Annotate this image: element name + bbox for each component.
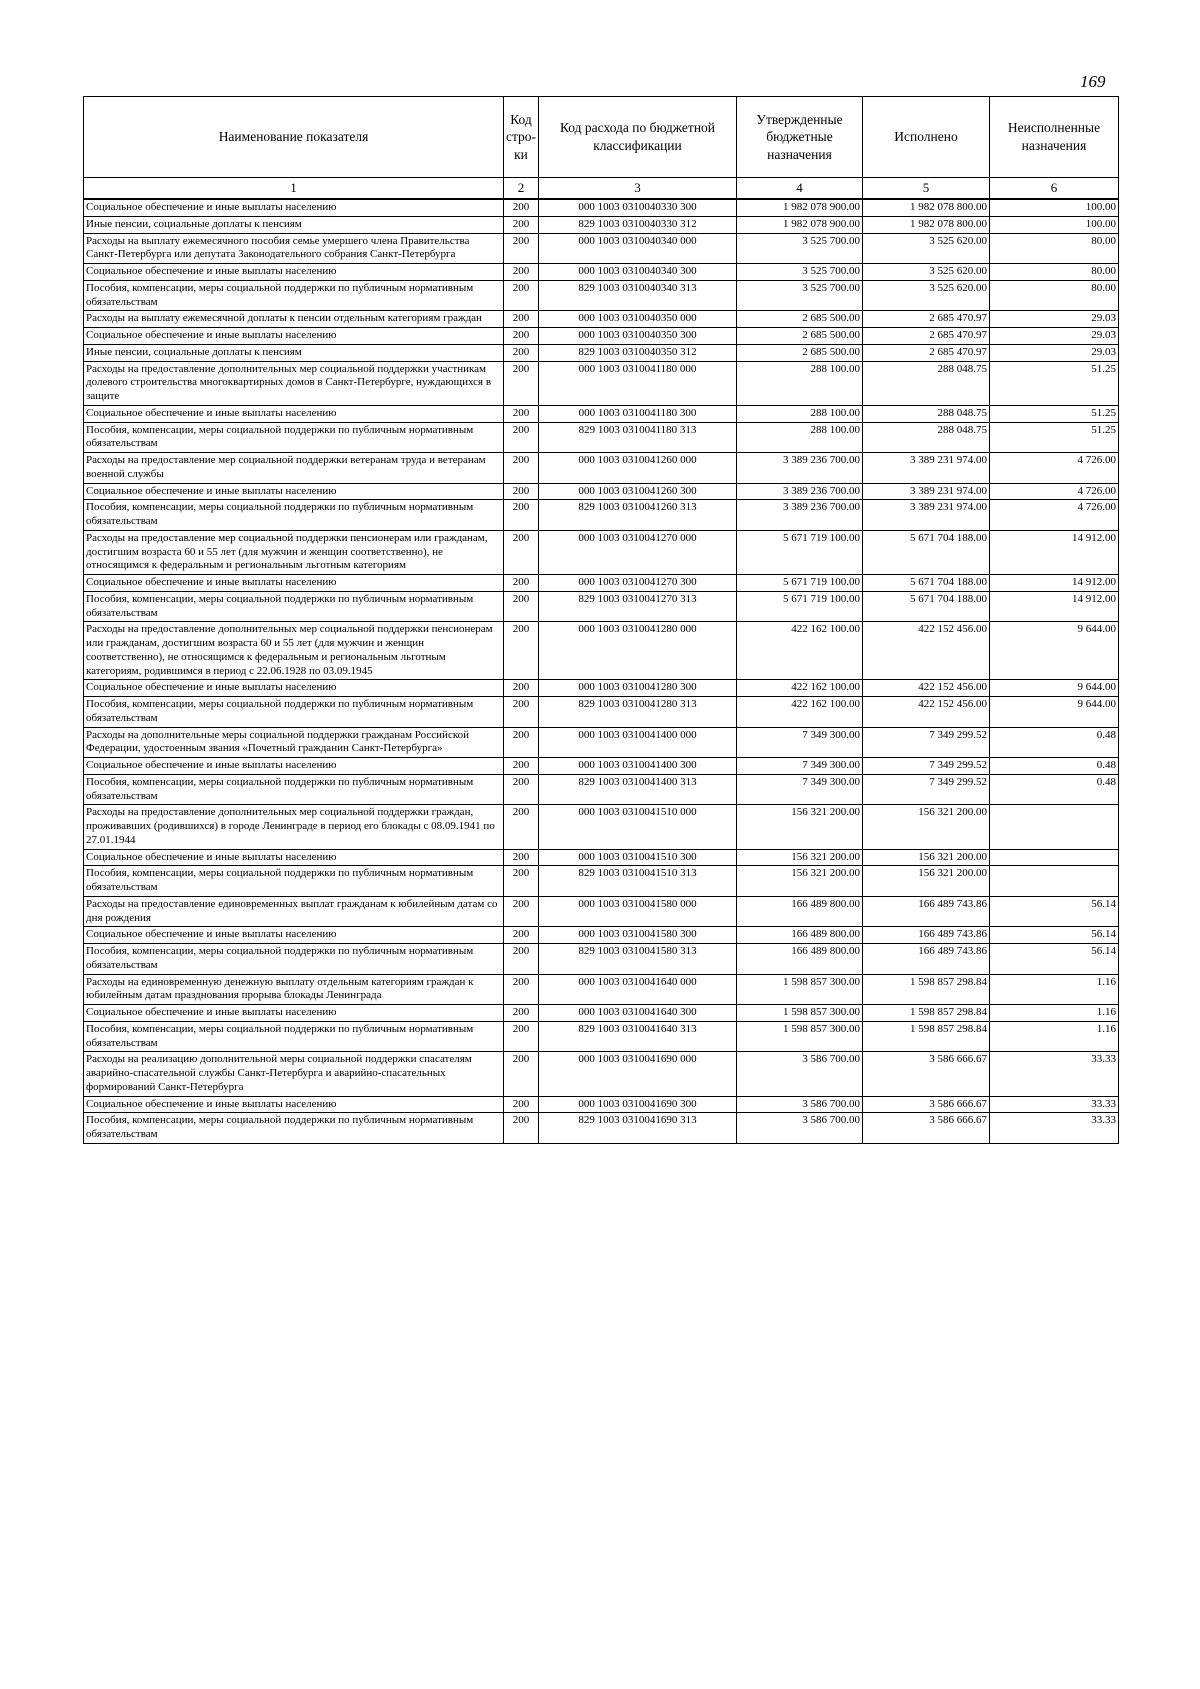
cell-line-code: 200	[504, 774, 539, 805]
table-row	[84, 422, 1119, 453]
cell-executed: 3 389 231 974.00	[863, 483, 990, 500]
cell-executed: 1 598 857 298.84	[863, 1005, 990, 1022]
cell-executed: 422 152 456.00	[863, 680, 990, 697]
cell-expense-code: 000 1003 0310041640 300	[539, 1005, 737, 1022]
cell-line-code: 200	[504, 849, 539, 866]
cell-approved: 166 489 800.00	[737, 944, 863, 975]
cell-executed: 3 525 620.00	[863, 264, 990, 281]
cell-unexecuted: 29.03	[990, 311, 1119, 328]
cell-expense-code: 829 1003 0310041280 313	[539, 697, 737, 728]
cell-approved: 288 100.00	[737, 422, 863, 453]
header-executed: Исполнено	[863, 97, 990, 178]
cell-indicator-name: Социальное обеспечение и иные выплаты населению	[84, 405, 504, 422]
cell-approved: 1 982 078 900.00	[737, 216, 863, 233]
cell-line-code: 200	[504, 216, 539, 233]
cell-indicator-name: Расходы на предоставление мер социальной поддержки ветеранам труда и ветеранам военной службы	[84, 453, 504, 484]
cell-indicator-name: Социальное обеспечение и иные выплаты населению	[84, 927, 504, 944]
cell-approved: 156 321 200.00	[737, 866, 863, 897]
cell-unexecuted: 33.33	[990, 1096, 1119, 1113]
cell-approved: 422 162 100.00	[737, 622, 863, 680]
cell-line-code: 200	[504, 591, 539, 622]
table-row	[84, 758, 1119, 775]
cell-approved: 7 349 300.00	[737, 727, 863, 758]
table-row	[84, 1005, 1119, 1022]
cell-executed: 166 489 743.86	[863, 927, 990, 944]
cell-executed: 7 349 299.52	[863, 758, 990, 775]
cell-expense-code: 000 1003 0310040350 000	[539, 311, 737, 328]
cell-unexecuted: 9 644.00	[990, 622, 1119, 680]
cell-expense-code: 829 1003 0310040340 313	[539, 280, 737, 311]
table-row	[84, 311, 1119, 328]
cell-executed: 1 982 078 800.00	[863, 216, 990, 233]
cell-approved: 3 389 236 700.00	[737, 483, 863, 500]
table-row	[84, 866, 1119, 897]
cell-line-code: 200	[504, 575, 539, 592]
cell-expense-code: 000 1003 0310040340 000	[539, 233, 737, 264]
cell-approved: 3 525 700.00	[737, 233, 863, 264]
cell-approved: 3 389 236 700.00	[737, 453, 863, 484]
cell-executed: 166 489 743.86	[863, 896, 990, 927]
cell-line-code: 200	[504, 344, 539, 361]
table-row	[84, 328, 1119, 345]
cell-unexecuted: 9 644.00	[990, 680, 1119, 697]
cell-line-code: 200	[504, 199, 539, 216]
table-header-row	[84, 97, 1119, 178]
cell-indicator-name: Расходы на предоставление единовременных выплат гражданам к юбилейным датам со дня рождения	[84, 896, 504, 927]
cell-indicator-name: Пособия, компенсации, меры социальной поддержки по публичным нормативным обязательствам	[84, 866, 504, 897]
table-row	[84, 1052, 1119, 1096]
cell-executed: 3 525 620.00	[863, 280, 990, 311]
cell-indicator-name: Социальное обеспечение и иные выплаты населению	[84, 680, 504, 697]
table-row	[84, 1113, 1119, 1144]
cell-unexecuted	[990, 805, 1119, 849]
cell-unexecuted: 80.00	[990, 264, 1119, 281]
cell-unexecuted: 51.25	[990, 422, 1119, 453]
cell-indicator-name: Пособия, компенсации, меры социальной поддержки по публичным нормативным обязательствам	[84, 422, 504, 453]
table-row	[84, 1096, 1119, 1113]
cell-executed: 5 671 704 188.00	[863, 591, 990, 622]
cell-approved: 5 671 719 100.00	[737, 575, 863, 592]
cell-indicator-name: Социальное обеспечение и иные выплаты населению	[84, 264, 504, 281]
cell-indicator-name: Иные пенсии, социальные доплаты к пенсиям	[84, 216, 504, 233]
cell-unexecuted: 1.16	[990, 1005, 1119, 1022]
cell-approved: 166 489 800.00	[737, 896, 863, 927]
cell-approved: 3 586 700.00	[737, 1052, 863, 1096]
cell-indicator-name: Социальное обеспечение и иные выплаты населению	[84, 758, 504, 775]
cell-approved: 7 349 300.00	[737, 774, 863, 805]
cell-unexecuted: 100.00	[990, 216, 1119, 233]
cell-line-code: 200	[504, 530, 539, 574]
cell-unexecuted: 4 726.00	[990, 453, 1119, 484]
table-row	[84, 361, 1119, 405]
cell-indicator-name: Пособия, компенсации, меры социальной поддержки по публичным нормативным обязательствам	[84, 774, 504, 805]
cell-line-code: 200	[504, 483, 539, 500]
cell-approved: 1 598 857 300.00	[737, 974, 863, 1005]
cell-executed: 2 685 470.97	[863, 344, 990, 361]
cell-line-code: 200	[504, 361, 539, 405]
cell-line-code: 200	[504, 758, 539, 775]
table-row	[84, 453, 1119, 484]
table-row	[84, 264, 1119, 281]
cell-expense-code: 000 1003 0310040330 300	[539, 199, 737, 216]
table-row	[84, 927, 1119, 944]
cell-executed: 288 048.75	[863, 361, 990, 405]
cell-indicator-name: Расходы на единовременную денежную выплату отдельным категориям граждан к юбилейным датам празднования прорыва блокады Ленинграда	[84, 974, 504, 1005]
cell-indicator-name: Социальное обеспечение и иные выплаты населению	[84, 483, 504, 500]
cell-line-code: 200	[504, 680, 539, 697]
table-row	[84, 591, 1119, 622]
cell-line-code: 200	[504, 328, 539, 345]
cell-indicator-name: Пособия, компенсации, меры социальной поддержки по публичным нормативным обязательствам	[84, 1113, 504, 1144]
cell-unexecuted: 14 912.00	[990, 591, 1119, 622]
cell-executed: 422 152 456.00	[863, 697, 990, 728]
cell-approved: 422 162 100.00	[737, 680, 863, 697]
table-row	[84, 944, 1119, 975]
cell-indicator-name: Расходы на предоставление дополнительных мер социальной поддержки граждан, проживавших (родившихся) в городе Ленинграде в период его блокады с 08.09.1941 по 27.01.1944	[84, 805, 504, 849]
cell-unexecuted: 56.14	[990, 927, 1119, 944]
table-row	[84, 280, 1119, 311]
cell-approved: 5 671 719 100.00	[737, 530, 863, 574]
cell-line-code: 200	[504, 1052, 539, 1096]
cell-unexecuted: 80.00	[990, 233, 1119, 264]
cell-expense-code: 829 1003 0310041270 313	[539, 591, 737, 622]
cell-indicator-name: Социальное обеспечение и иные выплаты населению	[84, 849, 504, 866]
cell-unexecuted	[990, 866, 1119, 897]
cell-approved: 5 671 719 100.00	[737, 591, 863, 622]
cell-approved: 288 100.00	[737, 405, 863, 422]
cell-executed: 5 671 704 188.00	[863, 575, 990, 592]
cell-unexecuted: 29.03	[990, 344, 1119, 361]
cell-unexecuted: 33.33	[990, 1052, 1119, 1096]
cell-expense-code: 000 1003 0310041270 000	[539, 530, 737, 574]
cell-indicator-name: Расходы на выплату ежемесячной доплаты к пенсии отдельным категориям граждан	[84, 311, 504, 328]
cell-approved: 156 321 200.00	[737, 849, 863, 866]
cell-unexecuted: 0.48	[990, 727, 1119, 758]
cell-expense-code: 000 1003 0310041180 000	[539, 361, 737, 405]
cell-indicator-name: Пособия, компенсации, меры социальной поддержки по публичным нормативным обязательствам	[84, 944, 504, 975]
cell-indicator-name: Расходы на выплату ежемесячного пособия семье умершего члена Правительства Санкт-Петербурга или депутата Законодательного собрания Санкт-Петербурга	[84, 233, 504, 264]
cell-unexecuted: 4 726.00	[990, 500, 1119, 531]
cell-executed: 156 321 200.00	[863, 866, 990, 897]
cell-approved: 2 685 500.00	[737, 344, 863, 361]
cell-approved: 3 525 700.00	[737, 264, 863, 281]
cell-expense-code: 829 1003 0310041400 313	[539, 774, 737, 805]
cell-expense-code: 829 1003 0310041690 313	[539, 1113, 737, 1144]
cell-expense-code: 000 1003 0310041270 300	[539, 575, 737, 592]
cell-line-code: 200	[504, 866, 539, 897]
cell-expense-code: 829 1003 0310041260 313	[539, 500, 737, 531]
cell-indicator-name: Расходы на предоставление мер социальной поддержки пенсионерам или гражданам, достигшим возраста 60 и 55 лет (для мужчин и женщин соответственно), не относящимся к федеральным и региональным льготным категориям	[84, 530, 504, 574]
cell-unexecuted: 14 912.00	[990, 530, 1119, 574]
table-row	[84, 216, 1119, 233]
cell-indicator-name: Пособия, компенсации, меры социальной поддержки по публичным нормативным обязательствам	[84, 697, 504, 728]
cell-unexecuted: 29.03	[990, 328, 1119, 345]
column-number: 2	[504, 178, 539, 200]
budget-execution-table	[83, 96, 1119, 1144]
table-row	[84, 405, 1119, 422]
header-unexecuted: Неисполненные назначения	[990, 97, 1119, 178]
cell-approved: 3 525 700.00	[737, 280, 863, 311]
cell-approved: 3 389 236 700.00	[737, 500, 863, 531]
cell-unexecuted: 1.16	[990, 1021, 1119, 1052]
cell-executed: 3 586 666.67	[863, 1052, 990, 1096]
cell-unexecuted: 0.48	[990, 774, 1119, 805]
column-number: 5	[863, 178, 990, 200]
cell-line-code: 200	[504, 622, 539, 680]
cell-executed: 3 389 231 974.00	[863, 500, 990, 531]
table-row	[84, 500, 1119, 531]
cell-line-code: 200	[504, 453, 539, 484]
cell-expense-code: 829 1003 0310041180 313	[539, 422, 737, 453]
table-row	[84, 774, 1119, 805]
table-row	[84, 697, 1119, 728]
table-row	[84, 849, 1119, 866]
table-row	[84, 896, 1119, 927]
cell-line-code: 200	[504, 974, 539, 1005]
cell-expense-code: 000 1003 0310041260 300	[539, 483, 737, 500]
cell-executed: 7 349 299.52	[863, 727, 990, 758]
cell-line-code: 200	[504, 233, 539, 264]
cell-executed: 2 685 470.97	[863, 311, 990, 328]
cell-expense-code: 000 1003 0310040340 300	[539, 264, 737, 281]
cell-unexecuted: 51.25	[990, 361, 1119, 405]
table-row	[84, 974, 1119, 1005]
cell-expense-code: 000 1003 0310041260 000	[539, 453, 737, 484]
cell-approved: 3 586 700.00	[737, 1096, 863, 1113]
table-row	[84, 1021, 1119, 1052]
cell-unexecuted: 0.48	[990, 758, 1119, 775]
cell-line-code: 200	[504, 264, 539, 281]
cell-unexecuted: 56.14	[990, 896, 1119, 927]
cell-line-code: 200	[504, 697, 539, 728]
cell-line-code: 200	[504, 944, 539, 975]
cell-unexecuted: 9 644.00	[990, 697, 1119, 728]
cell-expense-code: 829 1003 0310040330 312	[539, 216, 737, 233]
column-number-row	[84, 178, 1119, 200]
table-row	[84, 199, 1119, 216]
cell-executed: 3 586 666.67	[863, 1113, 990, 1144]
table-row	[84, 805, 1119, 849]
cell-executed: 166 489 743.86	[863, 944, 990, 975]
cell-executed: 3 525 620.00	[863, 233, 990, 264]
table-row	[84, 344, 1119, 361]
column-number: 6	[990, 178, 1119, 200]
cell-expense-code: 000 1003 0310041690 000	[539, 1052, 737, 1096]
table-row	[84, 530, 1119, 574]
cell-approved: 1 982 078 900.00	[737, 199, 863, 216]
cell-unexecuted: 14 912.00	[990, 575, 1119, 592]
table-row	[84, 727, 1119, 758]
cell-indicator-name: Пособия, компенсации, меры социальной поддержки по публичным нормативным обязательствам	[84, 591, 504, 622]
cell-expense-code: 000 1003 0310041280 000	[539, 622, 737, 680]
cell-executed: 3 586 666.67	[863, 1096, 990, 1113]
cell-executed: 1 598 857 298.84	[863, 974, 990, 1005]
cell-line-code: 200	[504, 727, 539, 758]
cell-approved: 422 162 100.00	[737, 697, 863, 728]
cell-line-code: 200	[504, 1096, 539, 1113]
cell-indicator-name: Расходы на дополнительные меры социальной поддержки гражданам Российской Федерации, удостоенным звания «Почетный гражданин Санкт-Петербурга»	[84, 727, 504, 758]
cell-indicator-name: Социальное обеспечение и иные выплаты населению	[84, 1096, 504, 1113]
cell-expense-code: 000 1003 0310041280 300	[539, 680, 737, 697]
cell-indicator-name: Социальное обеспечение и иные выплаты населению	[84, 1005, 504, 1022]
cell-approved: 288 100.00	[737, 361, 863, 405]
cell-expense-code: 829 1003 0310041510 313	[539, 866, 737, 897]
cell-indicator-name: Расходы на предоставление дополнительных мер социальной поддержки пенсионерам или гражданам, достигшим возраста 60 и 55 лет (для мужчин и женщин соответственно), не относящимся к федеральным и региональным льготным категориям, родившимся в период с 22.06.1928 по 03.09.1945	[84, 622, 504, 680]
cell-line-code: 200	[504, 1021, 539, 1052]
cell-executed: 1 598 857 298.84	[863, 1021, 990, 1052]
cell-indicator-name: Иные пенсии, социальные доплаты к пенсиям	[84, 344, 504, 361]
cell-approved: 1 598 857 300.00	[737, 1021, 863, 1052]
cell-indicator-name: Социальное обеспечение и иные выплаты населению	[84, 575, 504, 592]
cell-line-code: 200	[504, 311, 539, 328]
cell-line-code: 200	[504, 1005, 539, 1022]
cell-expense-code: 000 1003 0310041510 000	[539, 805, 737, 849]
cell-executed: 288 048.75	[863, 422, 990, 453]
cell-indicator-name: Пособия, компенсации, меры социальной поддержки по публичным нормативным обязательствам	[84, 500, 504, 531]
cell-line-code: 200	[504, 280, 539, 311]
page-number: 169	[1080, 72, 1106, 91]
cell-indicator-name: Расходы на реализацию дополнительной меры социальной поддержки спасателям аварийно-спасательной службы Санкт-Петербурга и аварийно-спасательных формирований Санкт-Петербурга	[84, 1052, 504, 1096]
cell-expense-code: 000 1003 0310041580 300	[539, 927, 737, 944]
cell-line-code: 200	[504, 1113, 539, 1144]
cell-expense-code: 000 1003 0310041180 300	[539, 405, 737, 422]
cell-expense-code: 000 1003 0310041690 300	[539, 1096, 737, 1113]
cell-unexecuted: 4 726.00	[990, 483, 1119, 500]
cell-expense-code: 000 1003 0310040350 300	[539, 328, 737, 345]
cell-expense-code: 829 1003 0310041580 313	[539, 944, 737, 975]
cell-unexecuted: 33.33	[990, 1113, 1119, 1144]
cell-expense-code: 829 1003 0310041640 313	[539, 1021, 737, 1052]
cell-approved: 3 586 700.00	[737, 1113, 863, 1144]
cell-unexecuted: 51.25	[990, 405, 1119, 422]
column-number: 4	[737, 178, 863, 200]
header-indicator-name: Наименование показателя	[84, 97, 504, 178]
column-number: 3	[539, 178, 737, 200]
table-row	[84, 575, 1119, 592]
table-row	[84, 233, 1119, 264]
cell-executed: 156 321 200.00	[863, 805, 990, 849]
cell-indicator-name: Пособия, компенсации, меры социальной поддержки по публичным нормативным обязательствам	[84, 1021, 504, 1052]
header-approved: Утвержденные бюджетные назначения	[737, 97, 863, 178]
cell-expense-code: 000 1003 0310041400 000	[539, 727, 737, 758]
cell-indicator-name: Пособия, компенсации, меры социальной поддержки по публичным нормативным обязательствам	[84, 280, 504, 311]
table-row	[84, 622, 1119, 680]
header-expense-code: Код расхода по бюджетной классификации	[539, 97, 737, 178]
cell-executed: 3 389 231 974.00	[863, 453, 990, 484]
cell-expense-code: 000 1003 0310041580 000	[539, 896, 737, 927]
cell-line-code: 200	[504, 896, 539, 927]
cell-unexecuted: 56.14	[990, 944, 1119, 975]
cell-approved: 166 489 800.00	[737, 927, 863, 944]
column-number: 1	[84, 178, 504, 200]
cell-approved: 2 685 500.00	[737, 311, 863, 328]
table-body	[84, 199, 1119, 1143]
cell-line-code: 200	[504, 405, 539, 422]
cell-line-code: 200	[504, 500, 539, 531]
table-row	[84, 680, 1119, 697]
table-row	[84, 483, 1119, 500]
cell-expense-code: 829 1003 0310040350 312	[539, 344, 737, 361]
cell-approved: 156 321 200.00	[737, 805, 863, 849]
cell-executed: 1 982 078 800.00	[863, 199, 990, 216]
cell-expense-code: 000 1003 0310041400 300	[539, 758, 737, 775]
cell-executed: 2 685 470.97	[863, 328, 990, 345]
cell-executed: 422 152 456.00	[863, 622, 990, 680]
cell-expense-code: 000 1003 0310041640 000	[539, 974, 737, 1005]
cell-approved: 2 685 500.00	[737, 328, 863, 345]
cell-unexecuted: 80.00	[990, 280, 1119, 311]
cell-unexecuted: 100.00	[990, 199, 1119, 216]
cell-approved: 1 598 857 300.00	[737, 1005, 863, 1022]
cell-executed: 7 349 299.52	[863, 774, 990, 805]
cell-unexecuted: 1.16	[990, 974, 1119, 1005]
cell-unexecuted	[990, 849, 1119, 866]
header-line-code: Код стро-ки	[504, 97, 539, 178]
cell-indicator-name: Социальное обеспечение и иные выплаты населению	[84, 328, 504, 345]
cell-approved: 7 349 300.00	[737, 758, 863, 775]
cell-line-code: 200	[504, 422, 539, 453]
cell-executed: 288 048.75	[863, 405, 990, 422]
cell-expense-code: 000 1003 0310041510 300	[539, 849, 737, 866]
cell-indicator-name: Социальное обеспечение и иные выплаты населению	[84, 199, 504, 216]
cell-line-code: 200	[504, 927, 539, 944]
cell-executed: 5 671 704 188.00	[863, 530, 990, 574]
cell-line-code: 200	[504, 805, 539, 849]
cell-executed: 156 321 200.00	[863, 849, 990, 866]
cell-indicator-name: Расходы на предоставление дополнительных мер социальной поддержки участникам долевого строительства многоквартирных домов в Санкт-Петербурге, нуждающихся в защите	[84, 361, 504, 405]
